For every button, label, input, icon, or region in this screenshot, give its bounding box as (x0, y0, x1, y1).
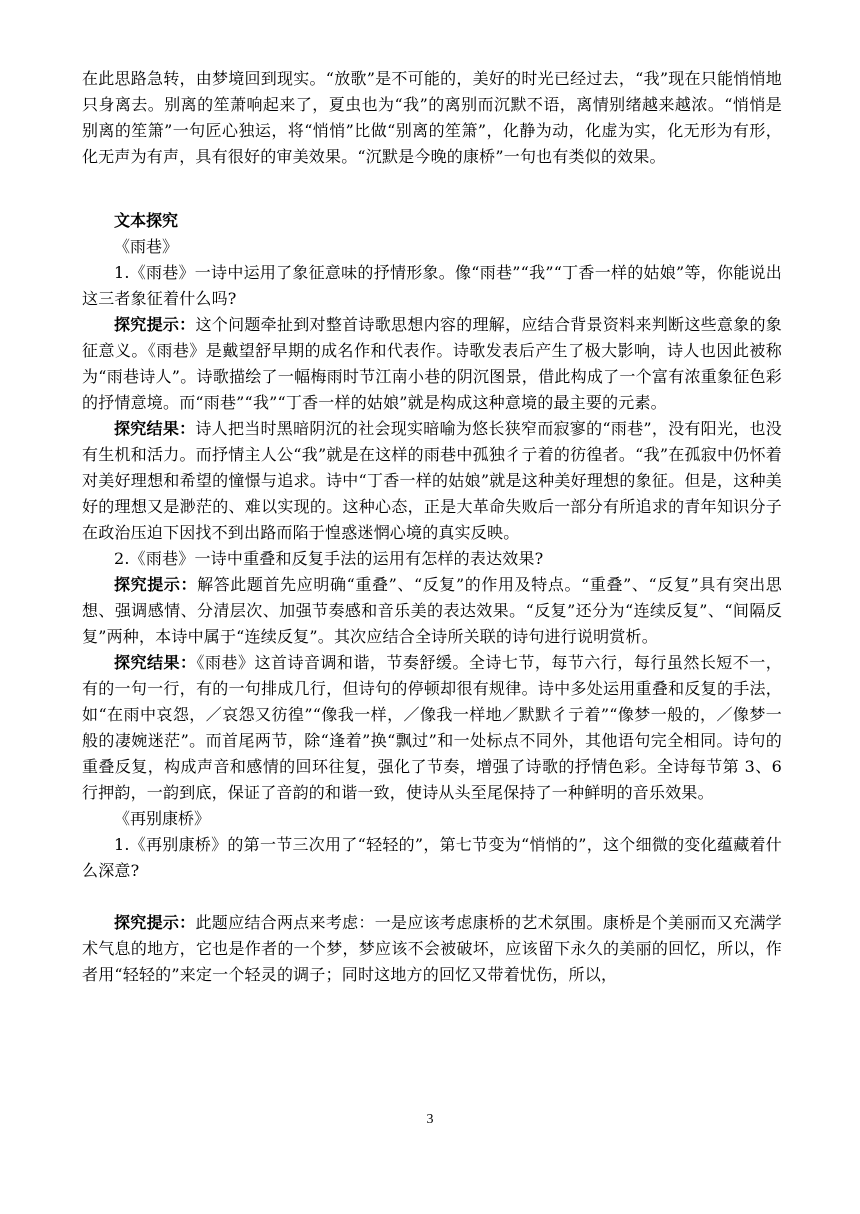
section-title: 文本探究 (114, 211, 179, 230)
paragraph-spacer (82, 884, 782, 910)
yuxiang-q1-hint (82, 312, 782, 416)
yuxiang-title: 《雨巷》 (114, 237, 179, 256)
yuxiang-question-1: 1.《雨巷》一诗中运用了象征意味的抒情形象。像“雨巷”“我”“丁香一样的姑娘”等，你能说出这三者象征着什么吗? (82, 263, 782, 308)
kangqiao-question-1: 1.《再别康桥》的第一节三次用了“轻轻的”，第七节变为“悄悄的”，这个细微的变化蕴藏着什么深意? (82, 835, 782, 880)
result-text: 《雨巷》这首诗音调和谐，节奏舒缓。全诗七节，每节六行，每行虽然长短不一，有的一句一行，有的一句排成几行，但诗句的停顿却很有规律。诗中多处运用重叠和反复的手法，如“在雨中哀怨，／哀怨又彷徨”“像我一样，／像我一样地／默默彳亍着”“像梦一般的，／像梦一般的凄婉迷茫”。而首尾两节，除“逢着”换“飘过”和一处标点不同外，其他语句完全相同。诗句的重叠反复，构成声音和感情的回环往复，强化了节奏，增强了诗歌的抒情色彩。全诗每节第 3、6 行押韵，一韵到底，保证了音韵的和谐一致，使诗从头至尾保持了一种鲜明的音乐效果。 (82, 653, 782, 802)
hint-label: 探究提示： (114, 913, 196, 932)
kangqiao-q1-hint (82, 910, 782, 988)
hint-label: 探究提示： (114, 575, 198, 594)
result-label: 探究结果： (114, 653, 197, 672)
kangqiao-title: 《再别康桥》 (114, 809, 211, 828)
section-spacer (82, 170, 782, 208)
intro-paragraph: 在此思路急转，由梦境回到现实。“放歌”是不可能的，美好的时光已经过去，“我”现在只能悄悄地只身离去。别离的笙萧响起来了，夏虫也为“我”的离别而沉默不语，离情别绪越来越浓。“悄悄是别离的笙箫”一句匠心独运，将“悄悄”比做“别离的笙箫”，化静为动，化虚为实，化无形为有形，化无声为有声，具有很好的审美效果。“沉默是今晚的康桥”一句也有类似的效果。 (82, 69, 782, 166)
page-number: 3 (426, 1112, 434, 1127)
hint-text: 解答此题首先应明确“重叠”、“反复”的作用及特点。“重叠”、“反复”具有突出思想、强调感情、分清层次、加强节奏感和音乐美的表达效果。“反复”还分为“连续反复”、“间隔反复”两种，本诗中属于“连续反复”。其次应结合全诗所关联的诗句进行说明赏析。 (82, 575, 782, 646)
yuxiang-q2-hint (82, 572, 782, 650)
result-text: 诗人把当时黑暗阴沉的社会现实暗喻为悠长狭窄而寂寥的“雨巷”，没有阳光，也没有生机和活力。而抒情主人公“我”就是在这样的雨巷中孤独彳亍着的彷徨者。“我”在孤寂中仍怀着对美好理想和希望的憧憬与追求。诗中“丁香一样的姑娘”就是这种美好理想的象征。但是，这种美好的理想又是渺茫的、难以实现的。这种心态，正是大革命失败后一部分有所追求的青年知识分子在政治压迫下因找不到出路而陷于惶惑迷惘心境的真实反映。 (82, 419, 782, 542)
yuxiang-question-2: 2.《雨巷》一诗中重叠和反复手法的运用有怎样的表达效果? (114, 549, 544, 568)
hint-text: 这个问题牵扯到对整首诗歌思想内容的理解，应结合背景资料来判断这些意象的象征意义。《雨巷》是戴望舒早期的成名作和代表作。诗歌发表后产生了极大影响，诗人也因此被称为“雨巷诗人”。诗歌描绘了一幅梅雨时节江南小巷的阴沉图景，借此构成了一个富有浓重象征色彩的抒情意境。而“雨巷”“我”“丁香一样的姑娘”就是构成这种意境的最主要的元素。 (82, 315, 782, 412)
yuxiang-q1-result (82, 416, 782, 546)
yuxiang-q2-result (82, 650, 782, 806)
hint-text: 此题应结合两点来考虑：一是应该考虑康桥的艺术氛围。康桥是个美丽而又充满学术气息的地方，它也是作者的一个梦，梦应该不会被破坏，应该留下永久的美丽的回忆，所以，作者用“轻轻的”来定一个轻灵的调子；同时这地方的回忆又带着忧伤，所以， (82, 913, 782, 984)
result-label: 探究结果： (114, 419, 196, 438)
hint-label: 探究提示： (114, 315, 196, 334)
document-page (82, 66, 782, 988)
